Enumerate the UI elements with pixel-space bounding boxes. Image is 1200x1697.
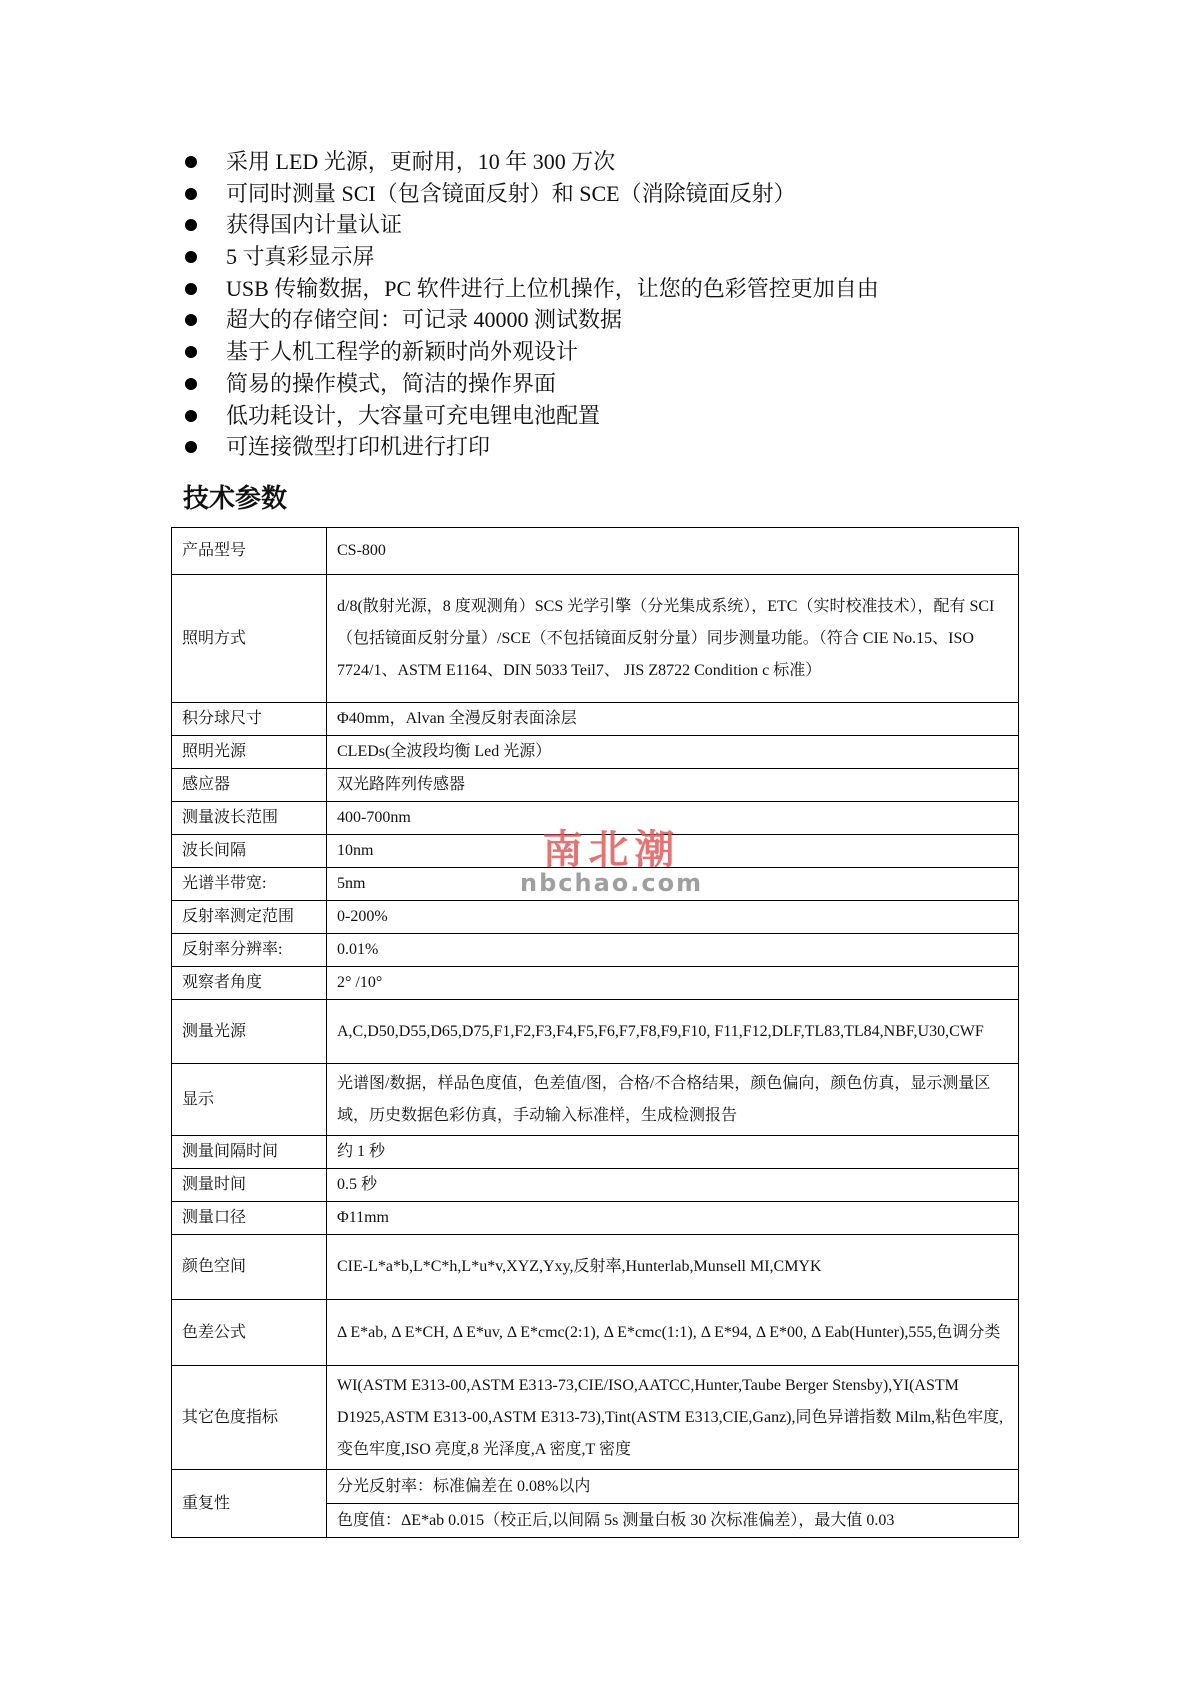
spec-label: 照明光源	[172, 736, 327, 769]
spec-value: 光谱图/数据，样品色度值，色差值/图，合格/不合格结果，颜色偏向，颜色仿真，显示测量区域，历史数据色彩仿真，手动输入标准样，生成检测报告	[327, 1064, 1019, 1136]
bullet-icon	[185, 378, 197, 390]
spec-label: 测量光源	[172, 1000, 327, 1064]
spec-value: 400-700nm	[327, 802, 1019, 835]
feature-item	[183, 241, 879, 273]
feature-item	[183, 336, 879, 368]
spec-label: 重复性	[172, 1470, 327, 1538]
bullet-icon	[185, 188, 197, 200]
feature-item	[183, 146, 879, 178]
spec-label: 波长间隔	[172, 835, 327, 868]
spec-row	[172, 1235, 1019, 1300]
spec-label: 光谱半带宽:	[172, 868, 327, 901]
bullet-icon	[185, 283, 197, 295]
section-heading: 技术参数	[183, 483, 288, 513]
bullet-icon	[185, 410, 197, 422]
spec-value: CS-800	[327, 528, 1019, 575]
spec-value: Φ11mm	[327, 1202, 1019, 1235]
feature-item	[183, 178, 879, 210]
spec-label: 感应器	[172, 769, 327, 802]
spec-row	[172, 1470, 1019, 1504]
spec-row	[172, 934, 1019, 967]
bullet-icon	[185, 346, 197, 358]
spec-label: 颜色空间	[172, 1235, 327, 1300]
bullet-icon	[185, 441, 197, 453]
feature-item	[183, 431, 879, 463]
spec-row	[172, 802, 1019, 835]
feature-text: 简易的操作模式，简洁的操作界面	[226, 370, 557, 396]
bullet-icon	[185, 251, 197, 263]
spec-row	[172, 736, 1019, 769]
spec-row	[172, 528, 1019, 575]
feature-item	[183, 273, 879, 305]
spec-value: Φ40mm，Alvan 全漫反射表面涂层	[327, 703, 1019, 736]
spec-row	[172, 1000, 1019, 1064]
spec-value: 10nm	[327, 835, 1019, 868]
feature-text: 超大的存储空间：可记录 40000 测试数据	[226, 307, 623, 333]
feature-text: 低功耗设计，大容量可充电锂电池配置	[226, 402, 601, 428]
spec-row	[172, 1366, 1019, 1470]
spec-value: 0.01%	[327, 934, 1019, 967]
bullet-icon	[185, 219, 197, 231]
spec-value: CLEDs(全波段均衡 Led 光源）	[327, 736, 1019, 769]
spec-label: 测量口径	[172, 1202, 327, 1235]
spec-row	[172, 703, 1019, 736]
spec-value: d/8(散射光源，8 度观测角）SCS 光学引擎（分光集成系统），ETC（实时校准技术），配有 SCI（包括镜面反射分量）/SCE（不包括镜面反射分量）同步测量功能。（符合 CIE No.15、ISO 7724/1、ASTM E1164、DIN 5033 Teil7、 JIS Z8722 Condition c 标准）	[327, 575, 1019, 703]
watermark-en: nbchao.com	[520, 869, 704, 897]
feature-list	[183, 146, 879, 463]
spec-value: Δ E*ab, Δ E*CH, Δ E*uv, Δ E*cmc(2:1), Δ E*cmc(1:1), Δ E*94, Δ E*00, Δ Eab(Hunter),555,色调分类	[327, 1300, 1019, 1366]
spec-label: 反射率测定范围	[172, 901, 327, 934]
feature-text: 获得国内计量认证	[226, 212, 403, 238]
spec-value: 5nm	[327, 868, 1019, 901]
spec-row	[172, 1136, 1019, 1169]
feature-item	[183, 368, 879, 400]
spec-row	[172, 967, 1019, 1000]
spec-label: 显示	[172, 1064, 327, 1136]
bullet-icon	[185, 156, 197, 168]
spec-value: 2° /10°	[327, 967, 1019, 1000]
spec-label: 产品型号	[172, 528, 327, 575]
spec-row	[172, 1064, 1019, 1136]
feature-text: 可连接微型打印机进行打印	[226, 434, 491, 460]
spec-label: 观察者角度	[172, 967, 327, 1000]
spec-label: 色差公式	[172, 1300, 327, 1366]
spec-label: 其它色度指标	[172, 1366, 327, 1470]
spec-row	[172, 1169, 1019, 1202]
feature-text: 5 寸真彩显示屏	[226, 244, 375, 270]
spec-table	[171, 527, 1019, 1538]
spec-value: 色度值：ΔE*ab 0.015（校正后,以间隔 5s 测量白板 30 次标准偏差），最大值 0.03	[327, 1504, 1019, 1538]
spec-value: A,C,D50,D55,D65,D75,F1,F2,F3,F4,F5,F6,F7,F8,F9,F10, F11,F12,DLF,TL83,TL84,NBF,U30,CWF	[327, 1000, 1019, 1064]
spec-value: 0-200%	[327, 901, 1019, 934]
spec-row	[172, 1202, 1019, 1235]
spec-label: 积分球尺寸	[172, 703, 327, 736]
spec-value: CIE-L*a*b,L*C*h,L*u*v,XYZ,Yxy,反射率,Hunterlab,Munsell MI,CMYK	[327, 1235, 1019, 1300]
spec-row	[172, 575, 1019, 703]
feature-item	[183, 209, 879, 241]
spec-value: 0.5 秒	[327, 1169, 1019, 1202]
spec-label: 照明方式	[172, 575, 327, 703]
spec-row	[172, 901, 1019, 934]
spec-value: 约 1 秒	[327, 1136, 1019, 1169]
spec-value: 双光路阵列传感器	[327, 769, 1019, 802]
spec-row	[172, 1300, 1019, 1366]
feature-text: USB 传输数据，PC 软件进行上位机操作，让您的色彩管控更加自由	[226, 275, 879, 301]
feature-text: 采用 LED 光源，更耐用，10 年 300 万次	[226, 149, 616, 174]
watermark-cn: 南北潮	[542, 827, 681, 872]
feature-item	[183, 304, 879, 336]
spec-value: 分光反射率：标准偏差在 0.08%以内	[327, 1470, 1019, 1504]
spec-row	[172, 835, 1019, 868]
feature-text: 可同时测量 SCI（包含镜面反射）和 SCE（消除镜面反射）	[226, 180, 796, 206]
spec-label: 测量间隔时间	[172, 1136, 327, 1169]
spec-label: 反射率分辨率:	[172, 934, 327, 967]
spec-label: 测量波长范围	[172, 802, 327, 835]
bullet-icon	[185, 314, 197, 326]
spec-row	[172, 769, 1019, 802]
spec-label: 测量时间	[172, 1169, 327, 1202]
spec-value: WI(ASTM E313-00,ASTM E313-73,CIE/ISO,AATCC,Hunter,Taube Berger Stensby),YI(ASTM D1925,ASTM E313-00,ASTM E313-73),Tint(ASTM E313,CIE,Ganz),同色异谱指数 Milm,粘色牢度,变色牢度,ISO 亮度,8 光泽度,A 密度,T 密度	[327, 1366, 1019, 1470]
spec-row	[172, 868, 1019, 901]
feature-item	[183, 400, 879, 432]
feature-text: 基于人机工程学的新颖时尚外观设计	[226, 339, 579, 365]
